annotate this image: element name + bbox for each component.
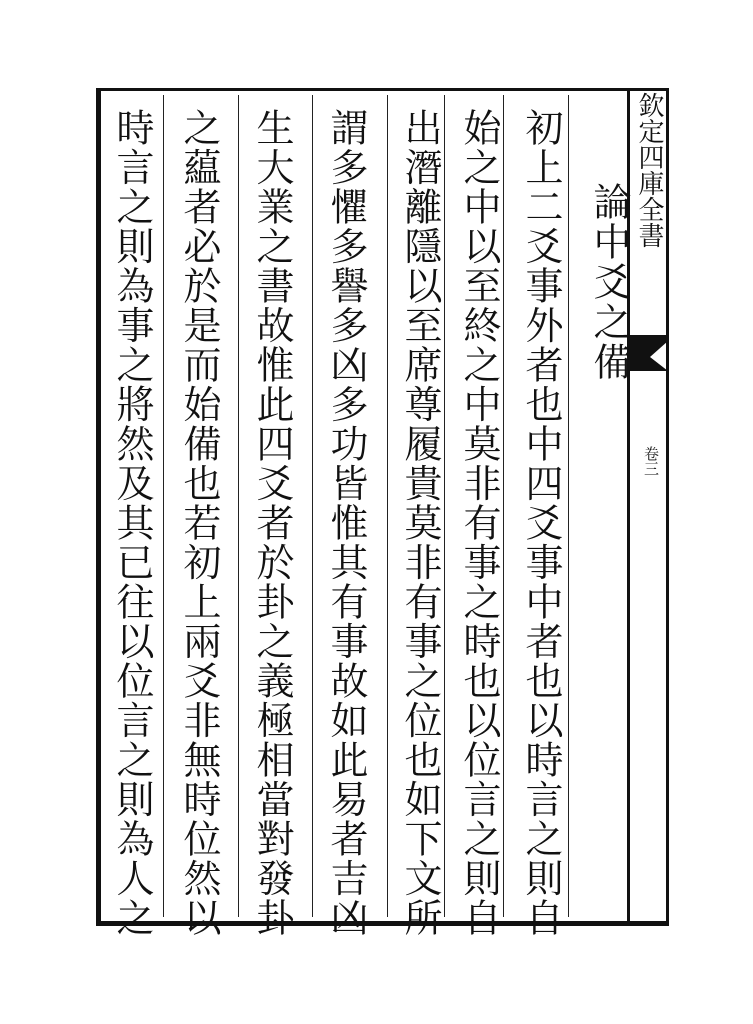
text-column-6: 之藴者必於是而始備也若初上兩爻非無時位然以 [177,108,221,938]
book-title: 欽定四庫全書 [634,92,664,248]
column-rule [163,95,164,917]
text-column-4: 謂多懼多譽多凶多功皆惟其有事故如此易者吉凶 [324,108,368,938]
volume-label: 卷三 [642,446,660,476]
column-rule [238,95,239,917]
text-column-1: 初上二爻事外者也中四爻事中者也以時言之則自 [519,108,563,938]
text-column-3: 出潛離隱以至席尊履貴莫非有事之位也如下文所 [398,108,442,938]
text-column-7: 時言之則為事之將然及其已往以位言之則為人之 [110,108,154,938]
section-title: 論中爻之備 [587,182,631,382]
text-column-2: 始之中以至終之中莫非有事之時也以位言之則自 [457,108,501,938]
column-rule [387,95,388,917]
column-rule [312,95,313,917]
text-column-5: 生大業之書故惟此四爻者於卦之義極相當對發卦 [250,108,294,938]
